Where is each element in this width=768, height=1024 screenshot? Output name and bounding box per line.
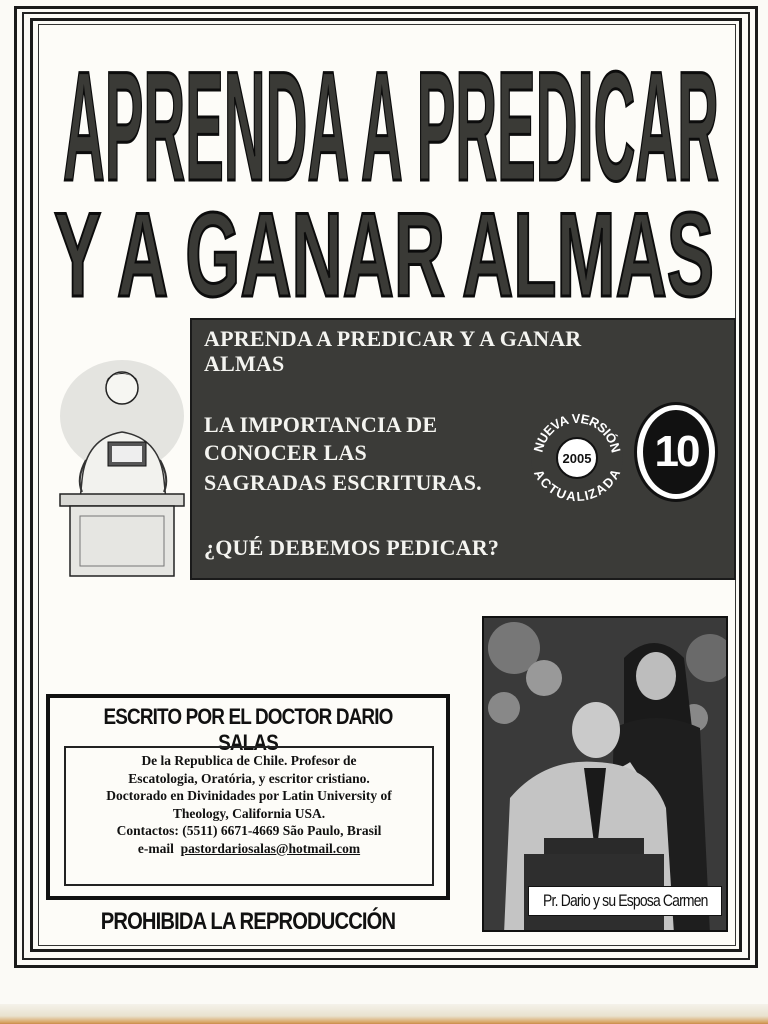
headline-line-1-text: APRENDA A PREDICAR — [63, 40, 719, 202]
photo-caption: Pr. Dario y su Esposa Carmen — [528, 886, 722, 916]
panel-line-5: SAGRADAS ESCRITURAS. — [204, 470, 482, 495]
email-label: e-mail — [137, 840, 174, 856]
paper-edge — [0, 1004, 768, 1024]
email-row — [66, 840, 432, 858]
email-link[interactable]: pastordariosalas@hotmail.com — [180, 840, 361, 856]
version-seal — [528, 408, 626, 506]
seal-year: 2005 — [562, 451, 592, 466]
author-bio — [64, 746, 434, 886]
volume-badge — [634, 402, 718, 502]
couple-photo — [482, 616, 728, 932]
bio-line-1: De la Republica de Chile. Profesor de — [141, 753, 357, 768]
panel-line-1: APRENDA A PREDICAR Y A GANAR — [204, 326, 582, 351]
photo-image — [484, 618, 728, 932]
author-box — [46, 694, 450, 900]
bio-line-2: Escatologia, Oratória, y escritor cristiano. — [128, 770, 370, 786]
volume-number: 10 — [643, 410, 709, 494]
topics-panel — [190, 318, 736, 580]
preacher-illustration — [56, 360, 188, 578]
headline-line-2-text: Y A GANAR ALMAS — [54, 188, 714, 308]
bio-line-4: Theology, California USA. — [172, 805, 326, 821]
headline-line-1 — [46, 30, 736, 202]
prohibited-notice: PROHIBIDA LA REPRODUCCIÓN — [100, 908, 396, 935]
author-title: ESCRITO POR EL DOCTOR DARIO SALAS — [103, 704, 393, 755]
bio-line-3: Doctorado en Divinidades por Latin University of — [106, 788, 392, 803]
seal-top-text: NUEVA VERSIÓN — [530, 410, 624, 454]
panel-line-6: ¿QUÉ DEBEMOS PEDICAR? — [204, 535, 500, 560]
seal-bottom-text: ACTUALIZADA — [531, 466, 623, 505]
panel-line-3: LA IMPORTANCIA DE — [204, 412, 438, 437]
panel-line-2: ALMAS — [204, 351, 285, 376]
contacts-line: Contactos: (5511) 6671-4669 São Paulo, Brasil — [116, 823, 382, 838]
headline-line-2 — [46, 188, 736, 308]
panel-line-4: CONOCER LAS — [204, 440, 367, 465]
